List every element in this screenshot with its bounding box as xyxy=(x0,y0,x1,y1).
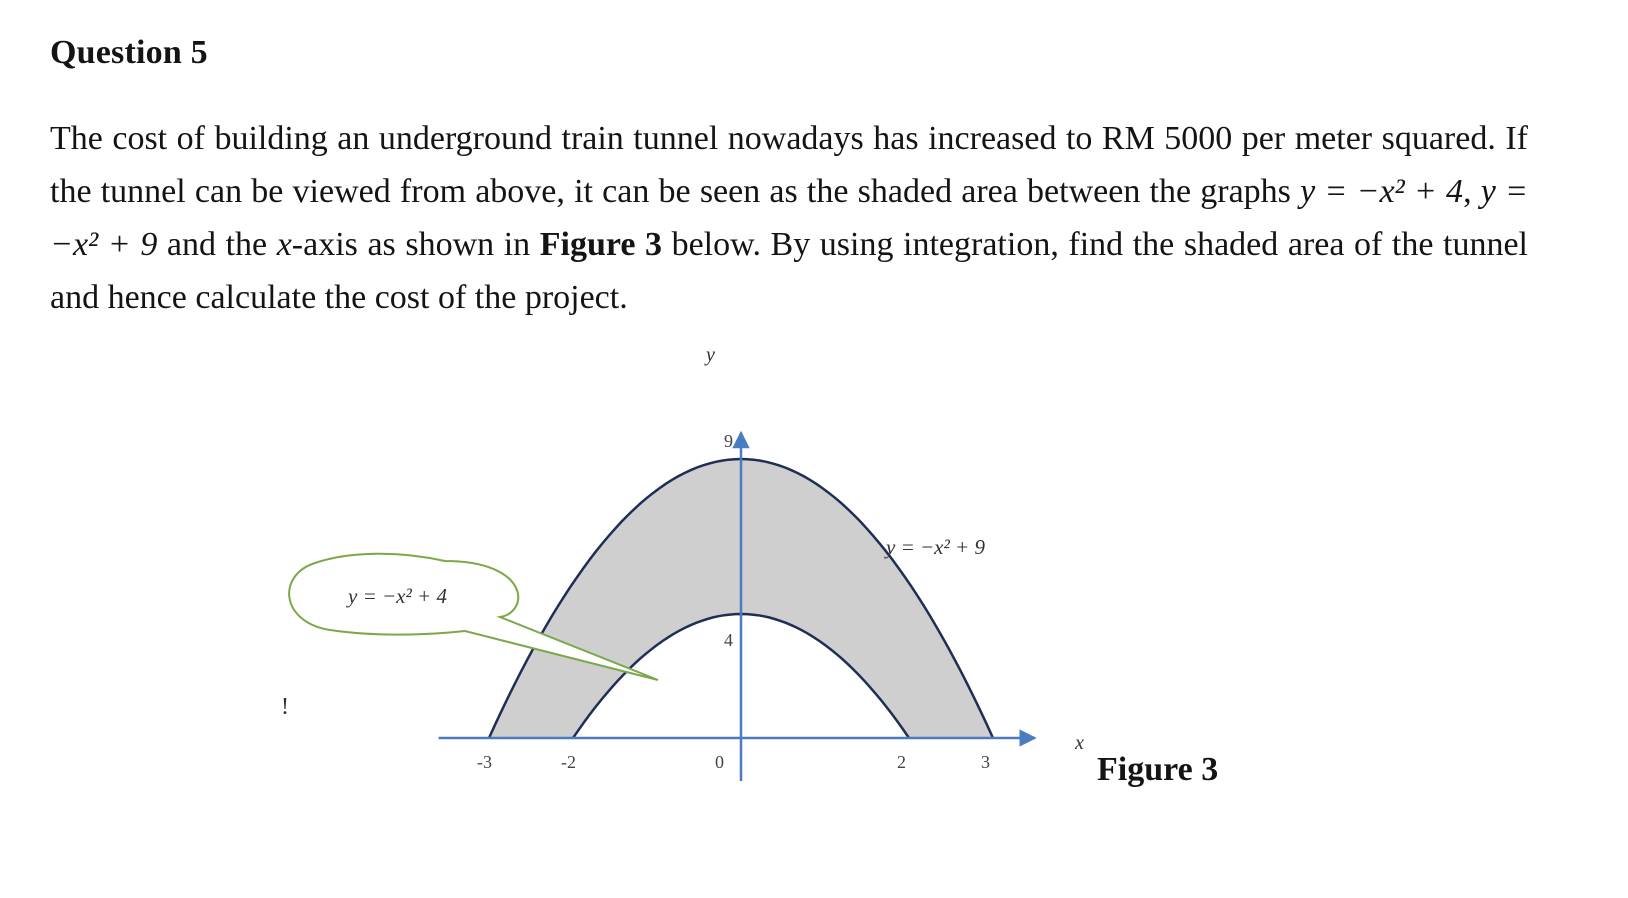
x-tick-label: 0 xyxy=(715,752,724,772)
x-tick-labels xyxy=(477,752,990,772)
figure-reference: Figure 3 xyxy=(539,226,662,263)
stray-mark: ! xyxy=(281,694,289,720)
outer-curve-label: y = −x² + 9 xyxy=(886,535,985,559)
y-tick-label: 9 xyxy=(724,431,733,451)
equation-inner: y = −x² + 4 xyxy=(1300,173,1464,210)
inner-curve-label: y = −x² + 4 xyxy=(348,584,447,608)
question-heading: Question 5 xyxy=(50,34,208,71)
x-tick-label: 2 xyxy=(897,752,906,772)
equation-outer: y = −x² + 9 xyxy=(50,173,1528,263)
figure-caption: Figure 3 xyxy=(1097,751,1219,788)
x-variable: x xyxy=(276,226,292,263)
x-tick-label: 3 xyxy=(981,752,990,772)
question-text-part-1: The cost of building an underground train tunnel nowadays has increased to RM 5000 per meter squared. If the tunnel can be viewed from above, it can be seen as the shaded area between the graphs xyxy=(50,120,1528,210)
y-axis-label: y xyxy=(706,344,715,366)
x-axis-label: x xyxy=(1075,732,1084,754)
y-tick-label: 4 xyxy=(724,630,733,650)
x-tick-label: -2 xyxy=(561,752,576,772)
question-text-part-5: below. By using integration, find the shaded area of the tunnel and hence calculate the cost of the project. xyxy=(50,226,1528,316)
x-tick-label: -3 xyxy=(477,752,492,772)
question-text-part-3: and the xyxy=(157,226,277,263)
question-text-part-2: , xyxy=(1463,173,1481,210)
question-text-part-4: -axis as shown in xyxy=(291,226,540,263)
